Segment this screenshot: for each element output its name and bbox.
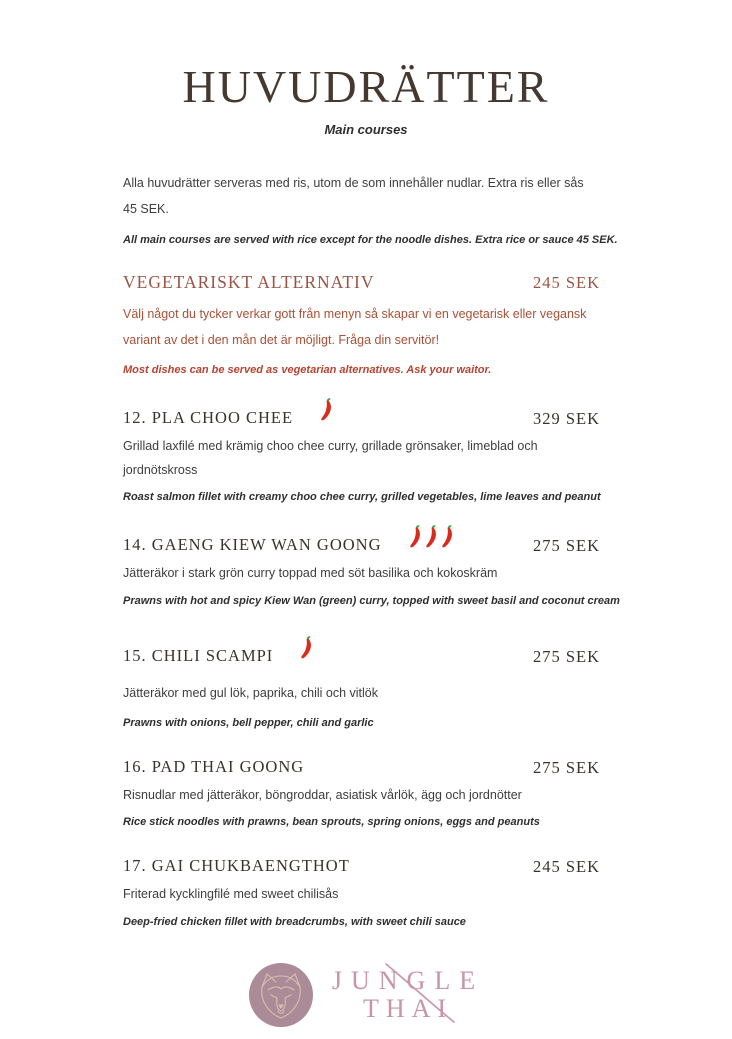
item-description-sv: Risnudlar med jätteräkor, böngroddar, asiatisk vårlök, ägg och jordnötter	[123, 788, 522, 802]
intro-text-swedish: Alla huvudrätter serveras med ris, utom de som innehåller nudlar. Extra ris eller sås 45 SEK.	[123, 176, 584, 216]
item-description-en: Prawns with onions, bell pepper, chili and garlic	[123, 717, 374, 729]
vegetarian-description-en: Most dishes can be served as vegetarian alternatives. Ask your waitor.	[123, 363, 492, 376]
item-description-en: Prawns with hot and spicy Kiew Wan (green) curry, topped with sweet basil and coconut cream	[123, 594, 620, 607]
item-description-en: Roast salmon fillet with creamy choo chee curry, grilled vegetables, lime leaves and peanut	[123, 491, 601, 504]
brand-footer	[0, 960, 732, 1030]
chili-icon	[408, 524, 423, 550]
item-price: 275 SEK	[532, 536, 600, 556]
chili-icon	[424, 524, 439, 550]
menu-item	[123, 403, 600, 504]
item-name: 16. PAD THAI GOONG	[123, 757, 305, 776]
item-price: 245 SEK	[532, 857, 600, 877]
vegetarian-price: 245 SEK	[532, 273, 600, 293]
menu-item	[123, 641, 600, 729]
item-price: 329 SEK	[532, 408, 600, 428]
menu-item	[123, 855, 600, 927]
menu-content	[123, 171, 620, 928]
chili-icon	[319, 397, 334, 423]
item-price: 275 SEK	[532, 758, 600, 777]
vegetarian-description-sv: Välj något du tycker verkar gott från menyn så skapar vi en vegetarisk eller vegansk variant av det i den mån det är möjligt. Fråga din servitör!	[123, 307, 587, 347]
spice-level	[408, 524, 455, 550]
menu-header	[0, 0, 732, 137]
item-description-sv: Friterad kycklingfilé med sweet chilisås	[123, 887, 339, 902]
page-title: HUVUDRÄTTER	[182, 61, 550, 112]
item-name: 14. GAENG KIEW WAN GOONG	[123, 535, 382, 555]
item-description-sv: Grillad laxfilé med krämig choo chee curry, grillade grönsaker, limeblad och jordnötskross	[123, 438, 538, 477]
item-description-sv: Jätteräkor i stark grön curry toppad med söt basilika och kokoskräm	[123, 566, 498, 581]
intro-text-english: All main courses are served with rice except for the noodle dishes. Extra rice or sauce 45 SEK.	[123, 234, 618, 247]
brand-line-thai: THAI	[362, 994, 454, 1023]
vegetarian-section	[123, 272, 600, 375]
item-name: 12. PLA CHOO CHEE	[123, 407, 294, 427]
brand-line-jungle: JUNGLE	[331, 966, 485, 995]
item-price: 275 SEK	[532, 646, 600, 666]
spice-level	[319, 397, 334, 423]
jungle-thai-wordmark	[332, 968, 484, 1022]
chili-icon	[299, 635, 314, 661]
jungle-thai-logo-icon	[248, 960, 314, 1030]
menu-item	[123, 756, 600, 828]
spice-level	[299, 635, 314, 661]
menu-item	[123, 530, 620, 607]
item-name: 17. GAI CHUKBAENGTHOT	[123, 856, 350, 876]
item-description-en: Deep-fried chicken fillet with breadcrumbs, with sweet chili sauce	[123, 915, 466, 928]
menu-items-list	[123, 403, 620, 928]
page-subtitle: Main courses	[324, 122, 408, 137]
item-description-sv: Jätteräkor med gul lök, paprika, chili och vitlök	[123, 685, 378, 700]
item-description-en: Rice stick noodles with prawns, bean sprouts, spring onions, eggs and peanuts	[123, 816, 540, 829]
item-name: 15. CHILI SCAMPI	[123, 645, 274, 665]
vegetarian-section-title: VEGETARISKT ALTERNATIV	[123, 272, 375, 293]
chili-icon	[440, 524, 455, 550]
